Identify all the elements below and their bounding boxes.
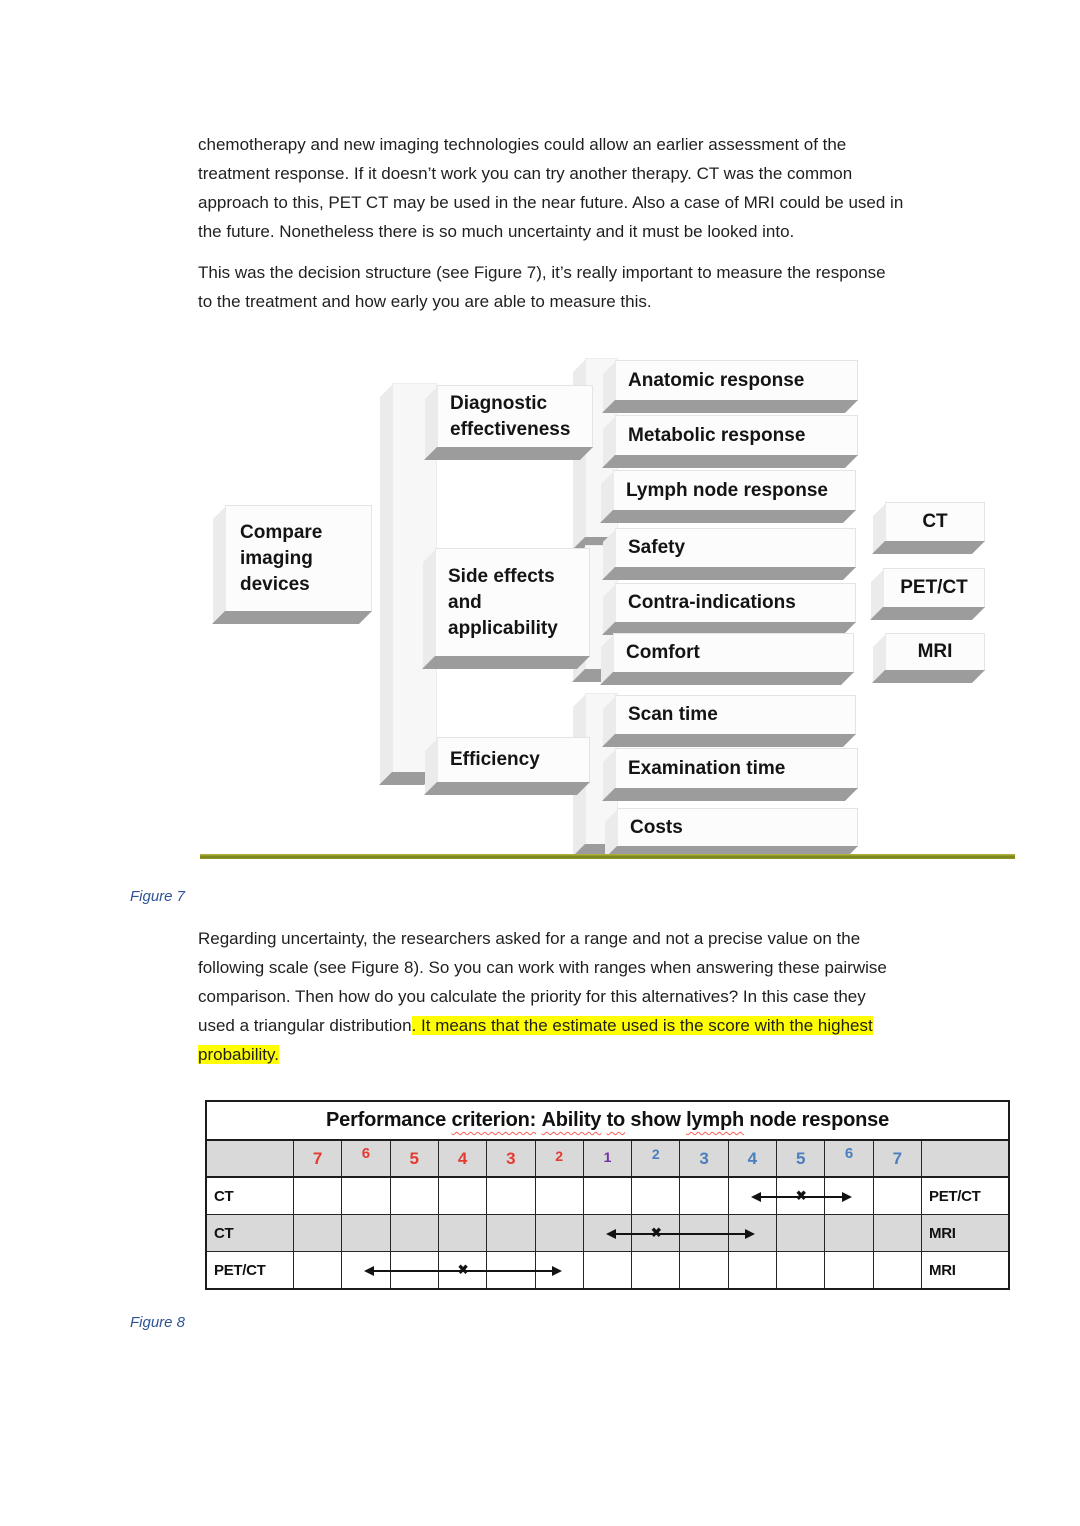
comparison-rows <box>207 1178 1008 1288</box>
figure8-table <box>205 1100 1010 1290</box>
diagram-node-comfort: Comfort <box>613 633 854 673</box>
peak-marker: ✖ <box>457 1261 469 1277</box>
title-segment: criterion: <box>451 1109 537 1131</box>
peak-marker: ✖ <box>795 1187 807 1203</box>
range-arrow <box>608 1233 753 1235</box>
title-segment: lymph <box>686 1109 744 1131</box>
grid-cell <box>487 1178 535 1214</box>
grid-cell <box>825 1215 873 1251</box>
peak-marker: ✖ <box>650 1224 662 1240</box>
scale-right-spacer <box>922 1141 1008 1176</box>
grid-cell <box>536 1215 584 1251</box>
diagram-node-contra-indications: Contra-indications <box>615 583 856 623</box>
paragraph-line: Regarding uncertainty, the researchers asked for a range and not a precise value on the <box>198 929 861 948</box>
grid-cell <box>632 1252 680 1288</box>
grid-cell <box>439 1215 487 1251</box>
grid-cell <box>294 1215 342 1251</box>
paragraph-line: following scale (see Figure 8). So you can work with ranges when answering these pairwise <box>198 958 887 977</box>
diagram-node-scan-time: Scan time <box>615 695 856 735</box>
grid-cell <box>777 1252 825 1288</box>
title-segment: Ability <box>541 1109 602 1131</box>
grid-cell <box>777 1215 825 1251</box>
scale-number: 2 <box>632 1141 680 1176</box>
scale-number: 7 <box>874 1141 922 1176</box>
row-label-right: MRI <box>929 1224 956 1242</box>
scale-number: 3 <box>487 1141 535 1176</box>
grid-cell <box>439 1178 487 1214</box>
paragraph-1 <box>198 130 958 246</box>
diagram-node-goal: Compare imaging devices <box>225 505 372 612</box>
grid-cell <box>294 1252 342 1288</box>
scale-number: 2 <box>536 1141 584 1176</box>
comparison-row <box>207 1215 1008 1252</box>
paragraph-2 <box>198 258 958 316</box>
grid-cell <box>342 1178 390 1214</box>
scale-number: 5 <box>391 1141 439 1176</box>
diagram-node-petct: PET/CT <box>883 568 985 608</box>
table-title <box>207 1102 1008 1141</box>
diagram-node-anatomic-response: Anatomic response <box>615 360 858 401</box>
scale-number: 4 <box>729 1141 777 1176</box>
paragraph-line: chemotherapy and new imaging technologies could allow an earlier assessment of the <box>198 135 847 154</box>
grid-cell <box>874 1252 922 1288</box>
scale-number: 5 <box>777 1141 825 1176</box>
paragraph-line: the future. Nonetheless there is so much uncertainty and it must be looked into. <box>198 222 795 241</box>
row-label-left: CT <box>207 1178 294 1214</box>
diagram-node-side-effects: Side effects and applicability <box>435 548 590 657</box>
grid-cell <box>874 1178 922 1214</box>
grid-cell <box>487 1215 535 1251</box>
paragraph-line: comparison. Then how do you calculate the priority for this alternatives? In this case they <box>198 987 866 1006</box>
comparison-row <box>207 1178 1008 1215</box>
grid-cell <box>342 1215 390 1251</box>
grid-cell <box>825 1252 873 1288</box>
paragraph-line <box>198 1040 958 1069</box>
diagram-node-efficiency: Efficiency <box>437 737 590 783</box>
figure7-diagram <box>200 350 1015 866</box>
row-label-right: PET/CT <box>929 1187 981 1205</box>
row-label-left: CT <box>207 1215 294 1251</box>
scale-number: 6 <box>342 1141 390 1176</box>
scale-left-spacer <box>207 1141 294 1176</box>
paragraph-line: to the treatment and how early you are able to measure this. <box>198 292 652 311</box>
comparison-row <box>207 1252 1008 1288</box>
grid-cell <box>584 1178 632 1214</box>
grid-cell <box>391 1178 439 1214</box>
row-label-right: MRI <box>929 1261 956 1279</box>
title-segment: to <box>606 1109 626 1131</box>
diagram-node-safety: Safety <box>615 528 856 568</box>
figure8-caption: Figure 8 <box>130 1314 186 1331</box>
scale-number: 3 <box>680 1141 728 1176</box>
diagram-node-diagnostic-effectiveness: Diagnostic effectiveness <box>437 385 593 448</box>
paragraph-line: approach to this, PET CT may be used in the near future. Also a case of MRI could be used in <box>198 193 904 212</box>
figure7-caption: Figure 7 <box>130 888 186 905</box>
grid-cell <box>632 1178 680 1214</box>
grid-cell <box>680 1252 728 1288</box>
paragraph-line: treatment response. If it doesn’t work you can try another therapy. CT was the common <box>198 164 853 183</box>
highlighted-text: . It means that the estimate used is the score with the highest <box>411 1016 873 1035</box>
grid-cell <box>391 1215 439 1251</box>
grid-cell <box>874 1215 922 1251</box>
diagram-node-mri: MRI <box>885 633 985 671</box>
paragraph-text: used a triangular distribution <box>198 1016 412 1035</box>
grid-cell <box>729 1252 777 1288</box>
diagram-baseline-rule <box>200 854 1015 859</box>
diagram-node-lymph-node-response: Lymph node response <box>613 470 856 511</box>
title-segment: show <box>625 1109 687 1131</box>
diagram-node-ct: CT <box>885 502 985 542</box>
paragraph-line <box>198 1011 958 1040</box>
grid-cell <box>536 1178 584 1214</box>
scale-number: 4 <box>439 1141 487 1176</box>
grid-cell <box>584 1252 632 1288</box>
diagram-node-examination-time: Examination time <box>615 748 858 789</box>
grid-cell <box>294 1178 342 1214</box>
title-segment: Performance <box>326 1109 452 1131</box>
paragraph-3 <box>198 924 958 1069</box>
diagram-node-costs: Costs <box>617 808 858 847</box>
diagram-node-metabolic-response: Metabolic response <box>615 415 858 456</box>
row-label-left: PET/CT <box>207 1252 294 1288</box>
paragraph-line: This was the decision structure (see Figure 7), it’s really important to measure the response <box>198 263 886 282</box>
title-segment: node response <box>743 1109 889 1131</box>
grid-cell <box>680 1178 728 1214</box>
scale-number: 6 <box>825 1141 873 1176</box>
scale-row <box>207 1141 1008 1178</box>
highlighted-text: probability. <box>198 1045 279 1064</box>
scale-number: 1 <box>584 1141 632 1176</box>
scale-number: 7 <box>294 1141 342 1176</box>
